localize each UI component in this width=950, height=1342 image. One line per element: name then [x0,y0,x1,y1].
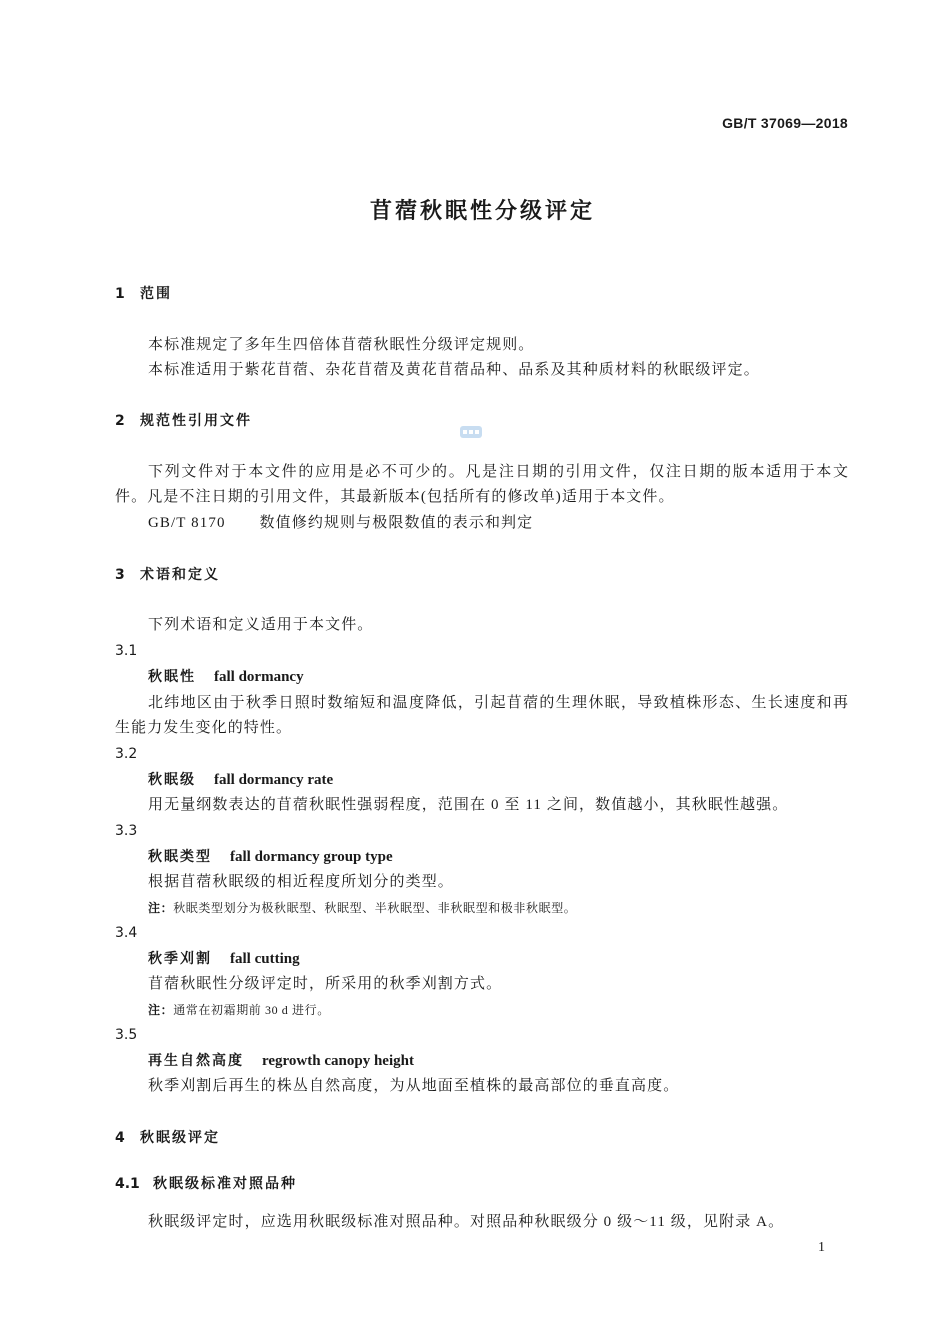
term-3-3-number: 3.3 [115,823,138,839]
term-3-4-en: fall cutting [230,951,300,967]
note-label: 注： [148,901,174,915]
term-3-1-en: fall dormancy [214,669,304,685]
reference-code: GB/T 8170 [148,515,226,531]
section-1-line-2: 本标准适用于紫花苜蓿、杂花苜蓿及黄花苜蓿品种、品系及其种质材料的秋眠级评定。 [148,362,760,378]
section-2-heading: 规范性引用文件 [140,413,252,429]
section-2-line-1: 下列文件对于本文件的应用是必不可少的。凡是注日期的引用文件，仅注日期的版本适用于本文 [148,464,848,480]
term-3-3-zh: 秋眠类型 [148,849,212,865]
term-3-3-definition: 根据苜蓿秋眠级的相近程度所划分的类型。 [148,874,454,890]
term-3-2-number: 3.2 [115,746,138,762]
section-1-heading: 范围 [140,286,172,302]
section-1-number: 1 [115,286,125,302]
term-3-4-definition: 苜蓿秋眠性分级评定时，所采用的秋季刈割方式。 [148,976,503,992]
section-3-heading: 术语和定义 [140,567,220,583]
term-3-4-zh: 秋季刈割 [148,951,212,967]
section-2-number: 2 [115,413,125,429]
standard-number: GB/T 37069—2018 [722,115,848,131]
term-3-2-zh: 秋眠级 [148,772,196,788]
term-3-2 [148,770,333,790]
term-3-5-zh: 再生自然高度 [148,1053,244,1069]
note-text: 通常在初霜期前 30 d 进行。 [173,1003,330,1017]
section-4-1-line-1: 秋眠级评定时，应选用秋眠级标准对照品种。对照品种秋眠级分 0 级～11 级，见附录 A。 [148,1214,785,1230]
term-3-1-zh: 秋眠性 [148,669,196,685]
term-3-1-number: 3.1 [115,643,138,659]
section-3-number: 3 [115,567,125,583]
section-4-number: 4 [115,1130,125,1146]
term-3-1-definition-line-1: 北纬地区由于秋季日照时数缩短和温度降低，引起苜蓿的生理休眠，导致植株形态、生长速度和再 [148,695,848,711]
term-3-4-number: 3.4 [115,925,138,941]
section-1-line-1: 本标准规定了多年生四倍体苜蓿秋眠性分级评定规则。 [148,337,535,353]
term-3-2-definition: 用无量纲数表达的苜蓿秋眠性强弱程度，范围在 0 至 11 之间，数值越小，其秋眠性越强。 [148,797,789,813]
term-3-5 [148,1051,414,1071]
section-3-intro: 下列术语和定义适用于本文件。 [148,617,374,633]
normative-reference [148,513,533,533]
document-title: 苜蓿秋眠性分级评定 [370,199,596,224]
term-3-3 [148,847,393,867]
term-3-4 [148,949,300,969]
term-3-5-definition: 秋季刈割后再生的株丛自然高度，为从地面至植株的最高部位的垂直高度。 [148,1078,680,1094]
term-3-2-en: fall dormancy rate [214,772,334,788]
reference-title: 数值修约规则与极限数值的表示和判定 [259,515,534,531]
section-4-1-number: 4.1 [115,1176,140,1192]
term-3-3-note [148,900,576,916]
term-3-5-number: 3.5 [115,1027,138,1043]
section-2-line-2: 件。凡是不注日期的引用文件，其最新版本(包括所有的修改单)适用于本文件。 [115,489,675,505]
term-3-1 [148,667,304,687]
section-4-heading: 秋眠级评定 [140,1130,220,1146]
page-number: 1 [818,1240,825,1255]
term-3-4-note [148,1002,330,1018]
term-3-5-en: regrowth canopy height [262,1053,414,1069]
term-3-1-definition-line-2: 生能力发生变化的特性。 [115,720,293,736]
note-label: 注： [148,1003,174,1017]
note-text: 秋眠类型划分为极秋眠型、秋眠型、半秋眠型、非秋眠型和极非秋眠型。 [173,901,577,915]
watermark-logo-icon [459,424,483,440]
term-3-3-en: fall dormancy group type [230,849,393,865]
section-4-1-heading: 秋眠级标准对照品种 [153,1176,297,1192]
